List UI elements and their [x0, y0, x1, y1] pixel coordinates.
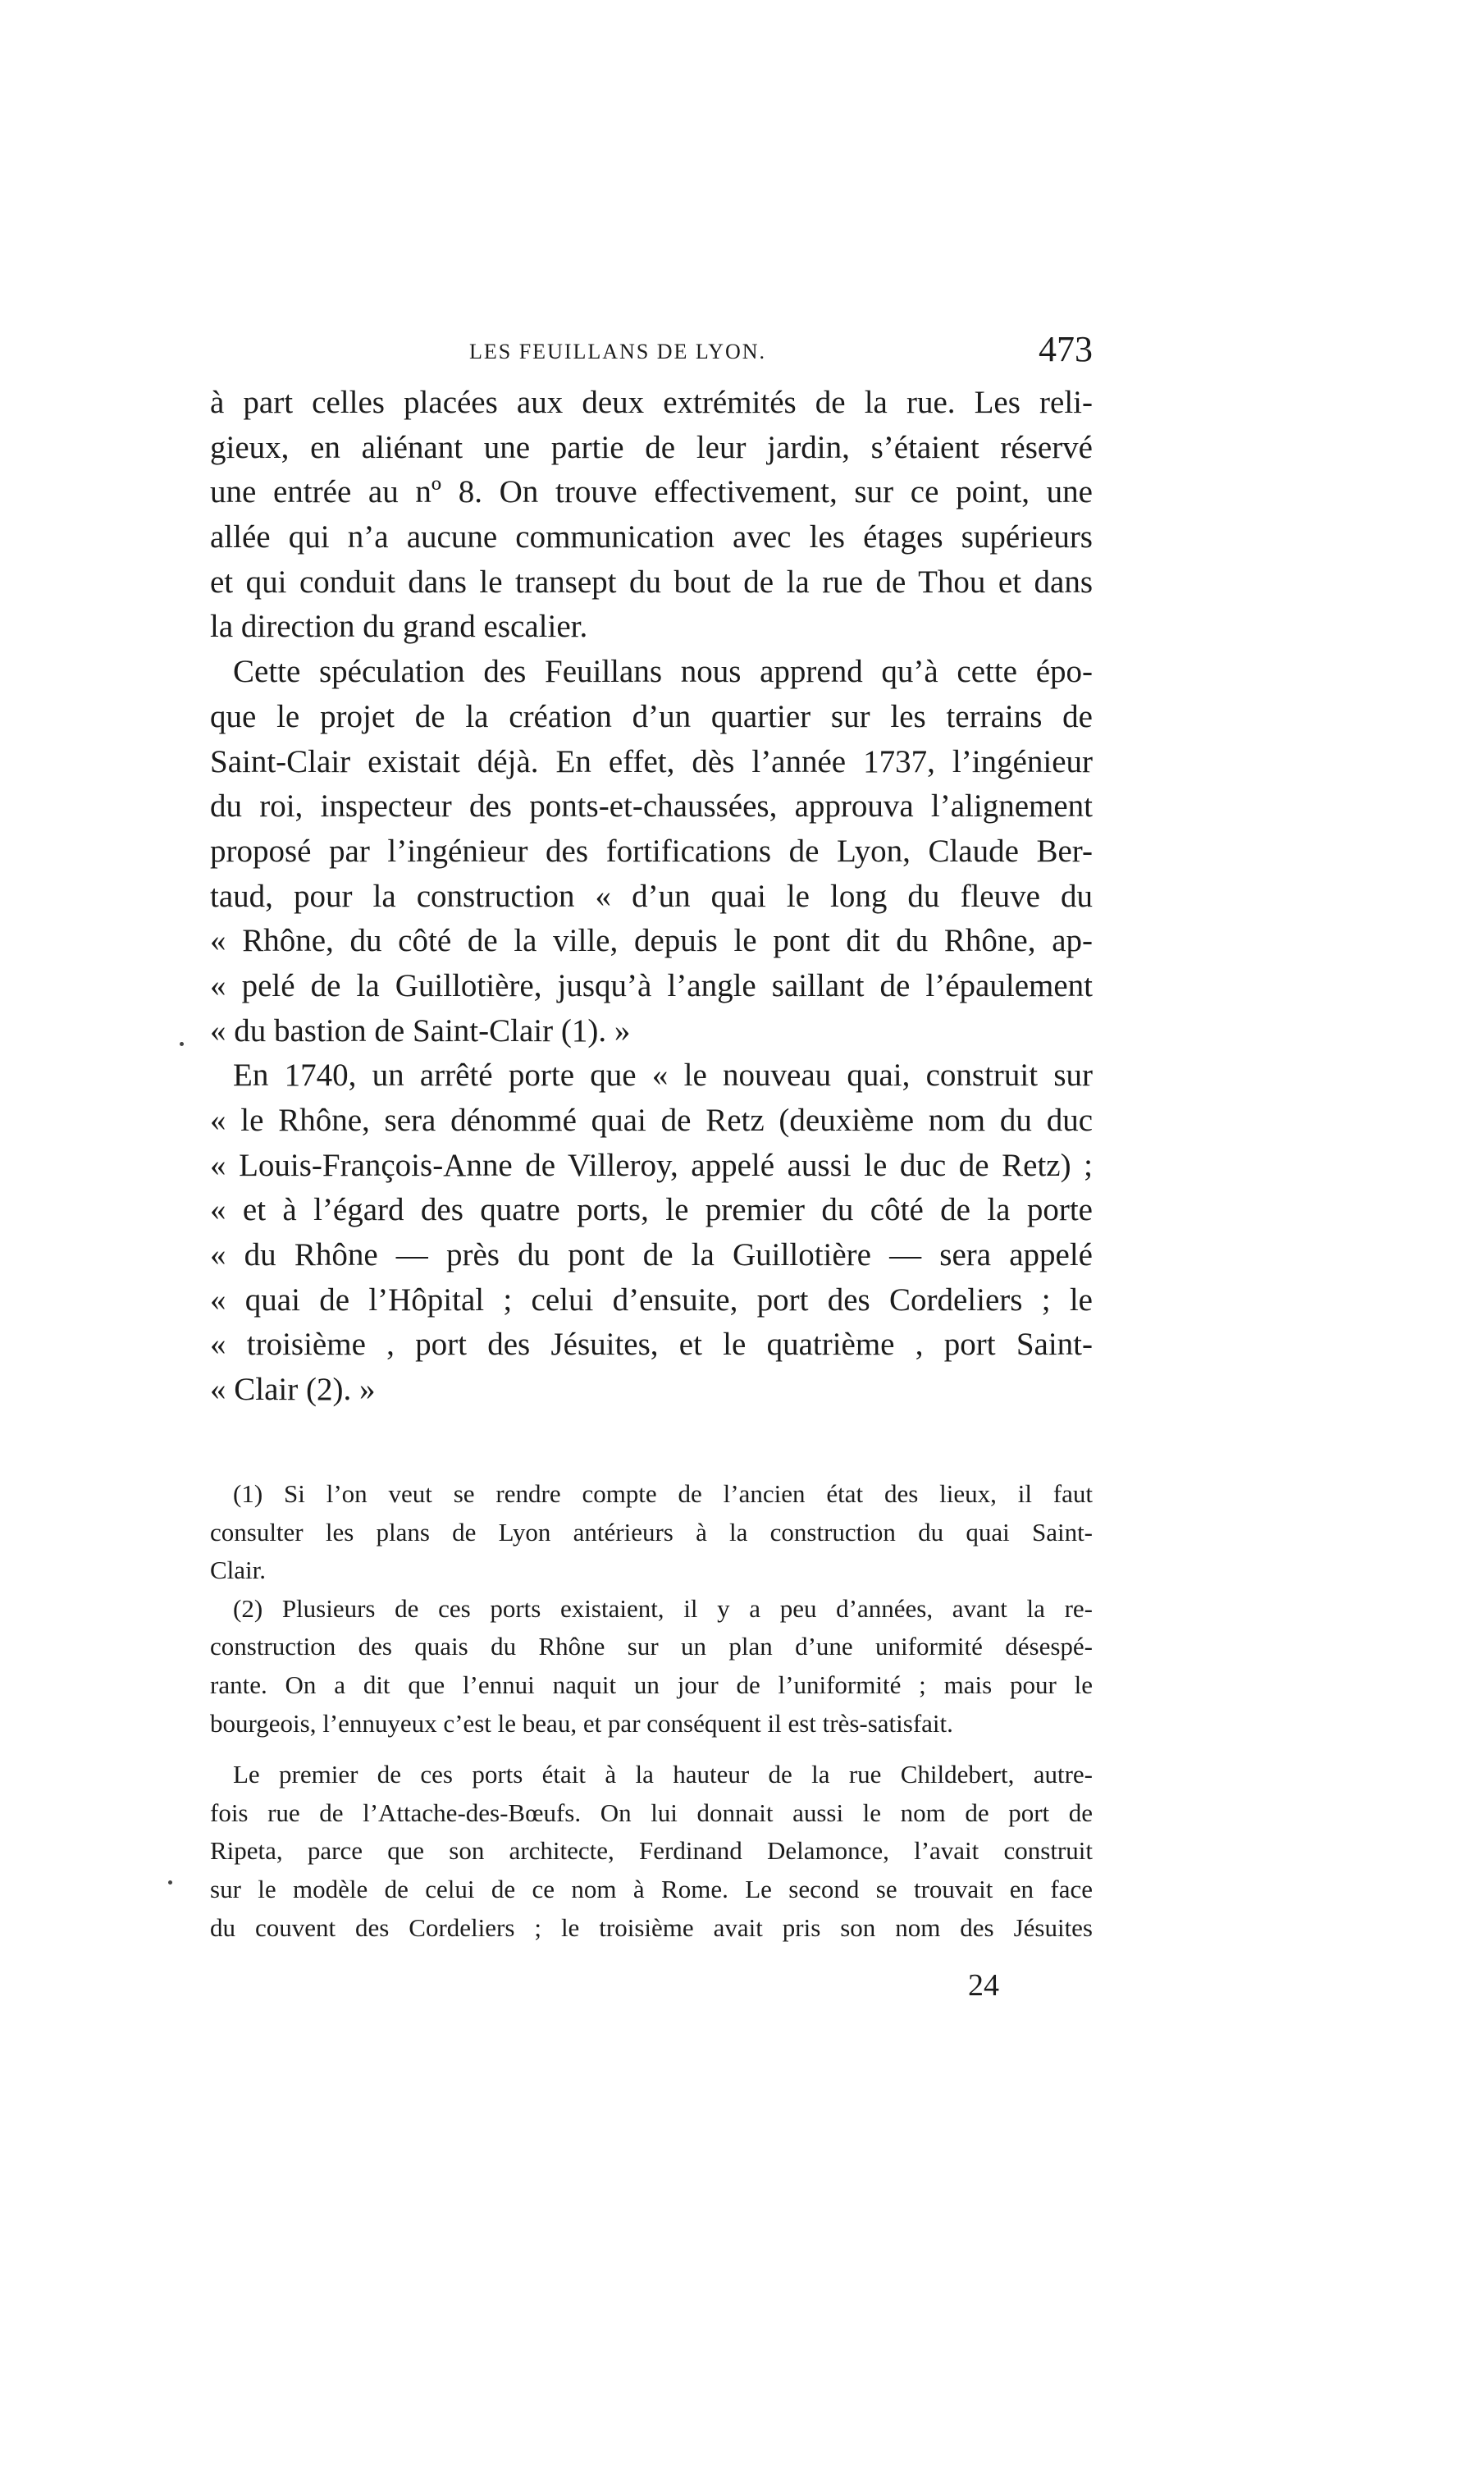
footnote-line: Clair.: [210, 1556, 267, 1585]
text-line: allée qui n’a aucune communication avec les étages supérieurs: [210, 519, 1093, 555]
text-line: En 1740, un arrêté porte que « le nouveau quai, construit sur: [233, 1058, 1093, 1094]
footnote-line: consulter les plans de Lyon antérieurs à la construction du quai Saint-: [210, 1517, 1093, 1547]
text-line: Cette spéculation des Feuillans nous apprend qu’à cette épo-: [233, 654, 1093, 690]
footnotes: [210, 1475, 1093, 1947]
text-line: que le projet de la création d’un quartier sur les terrains de: [210, 698, 1093, 734]
footnote-line: fois rue de l’Attache-des-Bœufs. On lui donnait aussi le nom de port de: [210, 1798, 1093, 1827]
text-line: « du Rhône — près du pont de la Guillotière — sera appelé: [210, 1237, 1093, 1273]
text-line: « pelé de la Guillotière, jusqu’à l’angle saillant de l’épaulement: [210, 967, 1093, 1003]
footnote-line: du couvent des Cordeliers ; le troisième avait pris son nom des Jésuites: [210, 1912, 1093, 1942]
footnote-line: rante. On a dit que l’ennui naquit un jour de l’uniformité ; mais pour le: [210, 1670, 1093, 1699]
text-line: « quai de l’Hôpital ; celui d’ensuite, port des Cordeliers ; le: [210, 1282, 1093, 1318]
footnote-line: construction des quais du Rhône sur un plan d’une uniformité désespé-: [210, 1632, 1093, 1661]
page-header: [469, 328, 1093, 377]
text-line: « le Rhône, sera dénommé quai de Retz (deuxième nom du duc: [210, 1103, 1093, 1138]
footnote-line: (1) Si l’on veut se rendre compte de l’ancien état des lieux, il faut: [233, 1479, 1093, 1508]
text-line: gieux, en aliénant une partie de leur jardin, s’étaient réservé: [210, 429, 1093, 465]
page-number: 473: [1039, 329, 1093, 369]
text-line: taud, pour la construction « d’un quai le long du fleuve du: [210, 878, 1093, 914]
text-line: une entrée au nº 8. On trouve effectivement, sur ce point, une: [210, 474, 1093, 510]
text-line: et qui conduit dans le transept du bout de la rue de Thou et dans: [210, 564, 1093, 600]
text-line: à part celles placées aux deux extrémités de la rue. Les reli-: [210, 385, 1093, 420]
text-line: « Clair (2). »: [210, 1372, 376, 1408]
footnote-line: bourgeois, l’ennuyeux c’est le beau, et par conséquent il est très-satisfait.: [210, 1708, 953, 1738]
text-line: du roi, inspecteur des ponts-et-chaussées, approuva l’alignement: [210, 788, 1093, 825]
footnote-line: (2) Plusieurs de ces ports existaient, il y a peu d’années, avant la re-: [233, 1593, 1093, 1623]
signature-mark: 24: [968, 1968, 999, 2003]
text-line: la direction du grand escalier.: [210, 609, 588, 645]
text-line: « du bastion de Saint-Clair (1). »: [210, 1012, 631, 1049]
footnote-line: sur le modèle de celui de ce nom à Rome. Le second se trouvait en face: [210, 1874, 1093, 1903]
footnote-line: Le premier de ces ports était à la hauteur de la rue Childebert, autre-: [233, 1760, 1093, 1789]
footnote-line: Ripeta, parce que son architecte, Ferdinand Delamonce, l’avait construit: [210, 1836, 1093, 1866]
print-speck: [180, 1042, 184, 1046]
text-line: proposé par l’ingénieur des fortifications de Lyon, Claude Ber-: [210, 833, 1093, 869]
text-line: « Louis-François-Anne de Villeroy, appelé aussi le duc de Retz) ;: [210, 1147, 1093, 1183]
footnote-spacer: [210, 1743, 1093, 1756]
print-speck: [168, 1880, 172, 1885]
text-line: « Rhône, du côté de la ville, depuis le pont dit du Rhône, ap-: [210, 923, 1093, 959]
text-line: Saint-Clair existait déjà. En effet, dès l’année 1737, l’ingénieur: [210, 743, 1093, 779]
text-line: « et à l’égard des quatre ports, le premier du côté de la porte: [210, 1192, 1093, 1228]
text-line: « troisième , port des Jésuites, et le quatrième , port Saint-: [210, 1327, 1093, 1363]
main-text: [210, 381, 1093, 1413]
running-title: LES FEUILLANS DE LYON.: [469, 340, 767, 363]
